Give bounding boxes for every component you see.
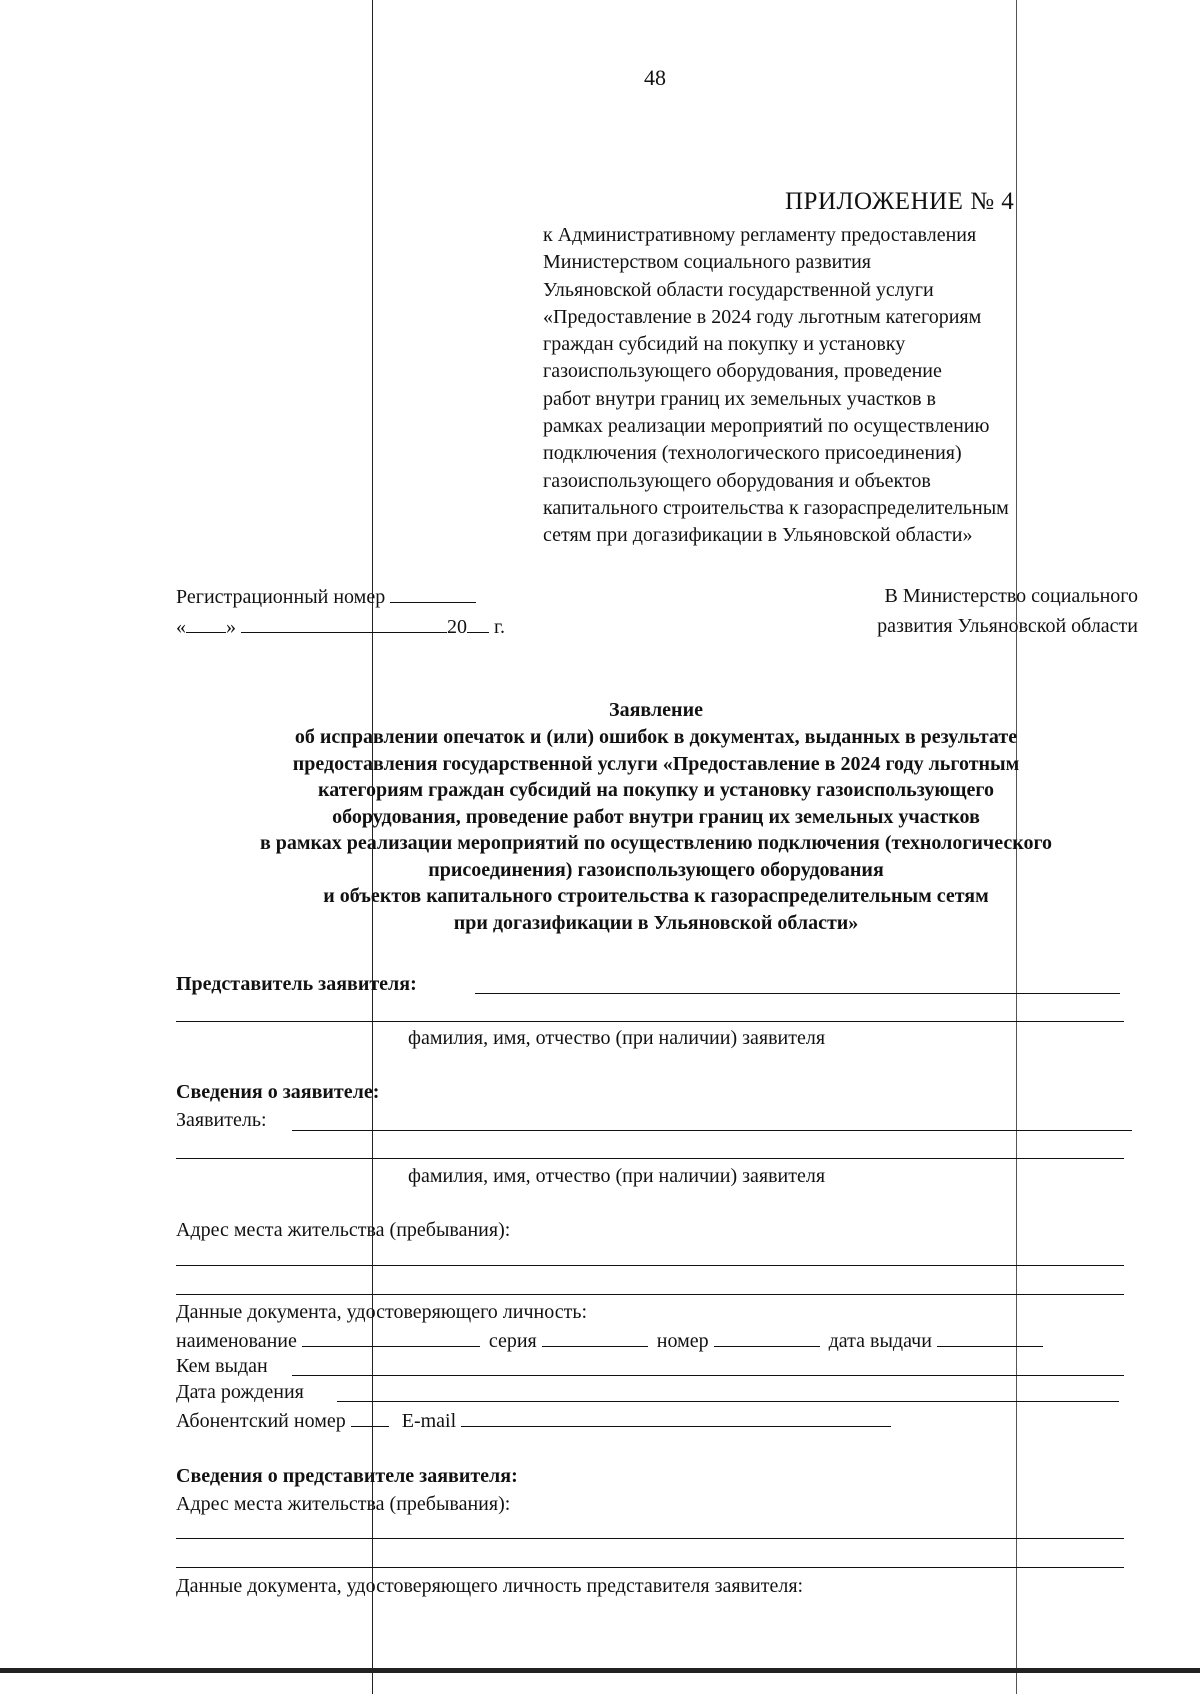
id-doc-issue-date-label: дата выдачи: [828, 1330, 932, 1352]
scan-bottom-edge: [0, 1668, 1200, 1673]
phone-label: Абонентский номер: [176, 1410, 346, 1432]
statement-subject-line: предоставления государственной услуги «Предоставление в 2024 году льготным: [292, 752, 1020, 775]
statement-subject-line: присоединения) газоиспользующего оборудования: [428, 858, 884, 881]
appendix-title: ПРИЛОЖЕНИЕ № 4: [785, 188, 1015, 215]
appendix-text: [543, 222, 1009, 550]
page-number: 48: [644, 65, 666, 90]
birth-date-field[interactable]: [337, 1401, 1119, 1402]
issued-by-label: Кем выдан: [176, 1355, 268, 1377]
year-prefix: 20: [447, 616, 467, 638]
representative-field-line-2[interactable]: [176, 1021, 1124, 1022]
phone-field[interactable]: [351, 1408, 389, 1427]
registration-day-field[interactable]: [186, 614, 226, 633]
appendix-text-line: рамках реализации мероприятий по осуществлению: [543, 415, 990, 438]
id-doc-series-label: серия: [488, 1330, 537, 1352]
appendix-text-line: газоиспользующего оборудования и объектов: [543, 469, 931, 492]
id-doc-name-label: наименование: [176, 1330, 297, 1352]
address-field-line-2[interactable]: [176, 1294, 1124, 1295]
statement-subject-line: категориям граждан субсидий на покупку и установку газоиспользующего: [317, 779, 994, 801]
email-label: E-mail: [401, 1410, 457, 1432]
id-doc-number-field[interactable]: [714, 1328, 820, 1347]
contacts-row: [176, 1408, 891, 1433]
registration-number-label: Регистрационный номер: [176, 586, 386, 608]
appendix-text-line: граждан субсидий на покупку и установку: [543, 333, 906, 356]
birth-date-label: Дата рождения: [176, 1381, 304, 1403]
date-quote-close: »: [226, 616, 236, 638]
rep-address-label: Адрес места жительства (пребывания):: [176, 1493, 511, 1515]
appendix-text-line: капитального строительства к газораспределительным: [543, 496, 1009, 519]
rep-id-doc-label: Данные документа, удостоверяющего личность представителя заявителя:: [176, 1575, 804, 1597]
appendix-text-line: работ внутри границ их земельных участков в: [543, 387, 936, 410]
registration-number-field[interactable]: [390, 584, 476, 603]
recipient-line-2: развития Ульяновской области: [877, 615, 1138, 637]
representative-label: Представитель заявителя:: [176, 973, 417, 995]
representative-field[interactable]: [475, 993, 1120, 994]
applicant-label: Заявитель:: [176, 1109, 267, 1131]
address-field-line-1[interactable]: [176, 1265, 1124, 1266]
appendix-text-line: сетям при догазификации в Ульяновской области»: [543, 524, 973, 547]
statement-subject-line: в рамках реализации мероприятий по осуществлению подключения (технологического: [259, 832, 1053, 854]
applicant-field[interactable]: [292, 1130, 1132, 1131]
statement-title: Заявление: [609, 699, 703, 721]
statement-subject-line: оборудования, проведение работ внутри границ их земельных участков: [332, 805, 980, 828]
applicant-field-line-2[interactable]: [176, 1158, 1124, 1159]
registration-month-field[interactable]: [241, 614, 447, 633]
appendix-text-line: Министерством социального развития: [543, 251, 871, 274]
id-doc-issue-date-field[interactable]: [937, 1328, 1043, 1347]
id-doc-row: [176, 1328, 1043, 1353]
id-doc-number-label: номер: [656, 1330, 709, 1352]
statement-subject-line: об исправлении опечаток и (или) ошибок в документах, выданных в результате: [294, 726, 1018, 748]
year-suffix: г.: [494, 616, 505, 638]
statement-subject-line: и объектов капитального строительства к газораспределительным сетям: [323, 885, 989, 907]
appendix-text-line: «Предоставление в 2024 году льготным категориям: [543, 305, 982, 328]
appendix-text-line: подключения (технологического присоединения): [543, 442, 962, 465]
issued-by-field[interactable]: [292, 1375, 1124, 1376]
appendix-text-line: газоиспользующего оборудования, проведение: [543, 360, 942, 383]
statement-subject: [80, 724, 1200, 936]
recipient-line-1: В Министерство социального: [884, 585, 1138, 607]
statement-subject-line: при догазификации в Ульяновской области»: [453, 911, 859, 934]
address-label: Адрес места жительства (пребывания):: [176, 1219, 511, 1241]
registration-year-field[interactable]: [467, 614, 489, 633]
rep-address-field-line-2[interactable]: [176, 1567, 1124, 1568]
fio-hint-1: фамилия, имя, отчество (при наличии) заявителя: [408, 1027, 826, 1049]
rep-info-heading: Сведения о представителе заявителя:: [176, 1465, 518, 1487]
registration-number: [176, 584, 476, 609]
registration-date: [176, 614, 505, 639]
appendix-text-line: Ульяновской области государственной услуги: [543, 278, 934, 301]
rep-address-field-line-1[interactable]: [176, 1538, 1124, 1539]
fio-hint-2: фамилия, имя, отчество (при наличии) заявителя: [408, 1165, 826, 1187]
id-doc-series-field[interactable]: [542, 1328, 648, 1347]
email-field[interactable]: [461, 1408, 891, 1427]
date-quote-open: «: [176, 616, 186, 638]
appendix-text-line: к Административному регламенту предоставления: [543, 224, 977, 246]
applicant-info-heading: Сведения о заявителе:: [176, 1081, 380, 1103]
id-doc-name-field[interactable]: [302, 1328, 480, 1347]
id-doc-label: Данные документа, удостоверяющего личность:: [176, 1301, 588, 1323]
